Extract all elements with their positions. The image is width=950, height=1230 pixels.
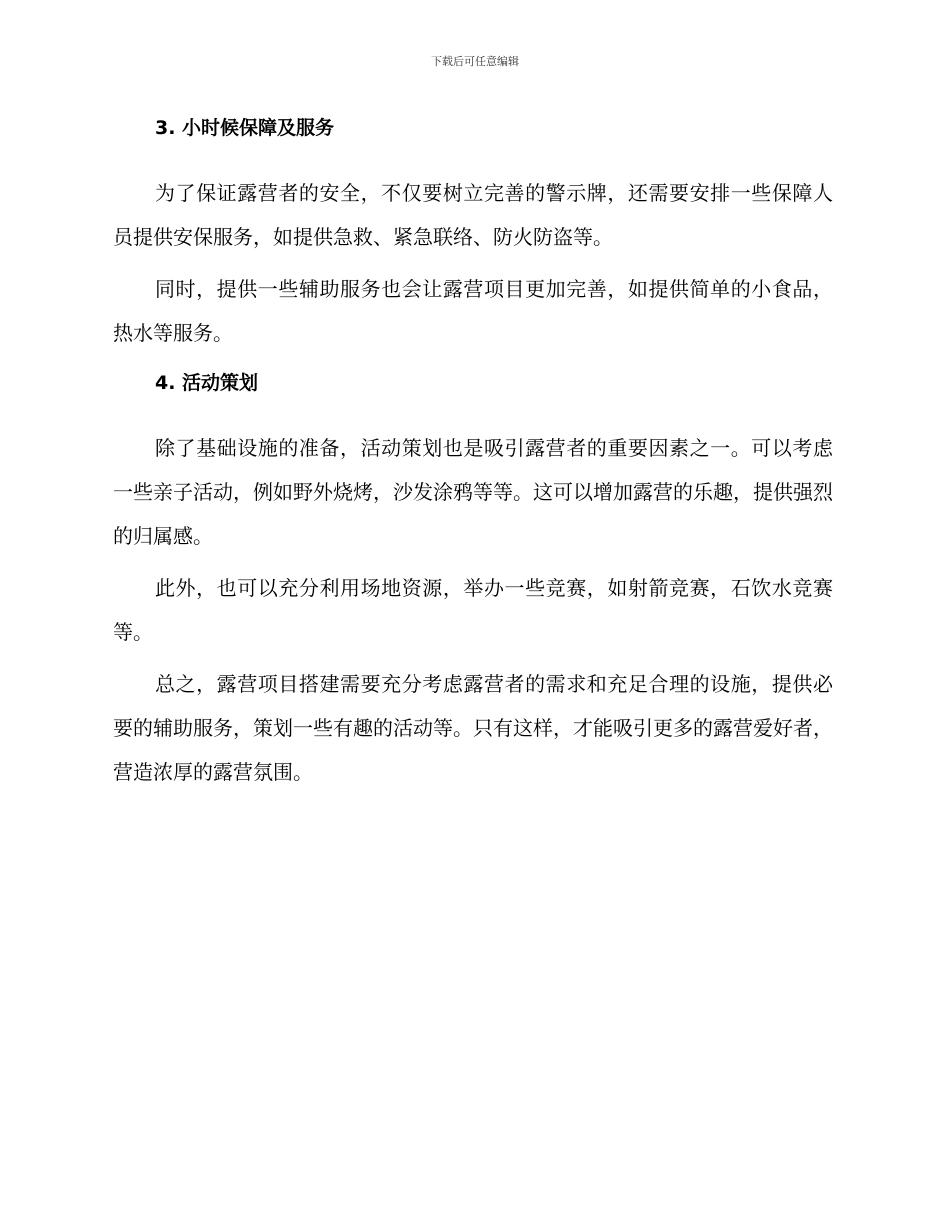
section-heading-3: 3. 小时候保障及服务 xyxy=(155,117,335,139)
paragraph-competitions: 此外，也可以充分利用场地资源，举办一些竞赛，如射箭竞赛，石饮水竞赛等。 xyxy=(113,576,833,644)
paragraph-activities: 除了基础设施的准备，活动策划也是吸引露营者的重要因素之一。可以考虑一些亲子活动，例如野外烧烤，沙发涂鸦等等。这可以增加露营的乐趣，提供强烈的归属感。 xyxy=(113,436,833,548)
page-header: 下载后可任意编辑 xyxy=(431,55,519,68)
paragraph-services: 同时，提供一些辅助服务也会让露营项目更加完善，如提供简单的小食品，热水等服务。 xyxy=(113,277,833,345)
section-heading-4: 4. 活动策划 xyxy=(155,372,259,394)
paragraph-safety: 为了保证露营者的安全，不仅要树立完善的警示牌，还需要安排一些保障人员提供安保服务，如提供急救、紧急联络、防火防盗等。 xyxy=(113,181,833,249)
document-body xyxy=(113,114,833,802)
paragraph-conclusion: 总之，露营项目搭建需要充分考虑露营者的需求和充足合理的设施，提供必要的辅助服务，策划一些有趣的活动等。只有这样，才能吸引更多的露营爱好者，营造浓厚的露营氛围。 xyxy=(113,672,833,784)
